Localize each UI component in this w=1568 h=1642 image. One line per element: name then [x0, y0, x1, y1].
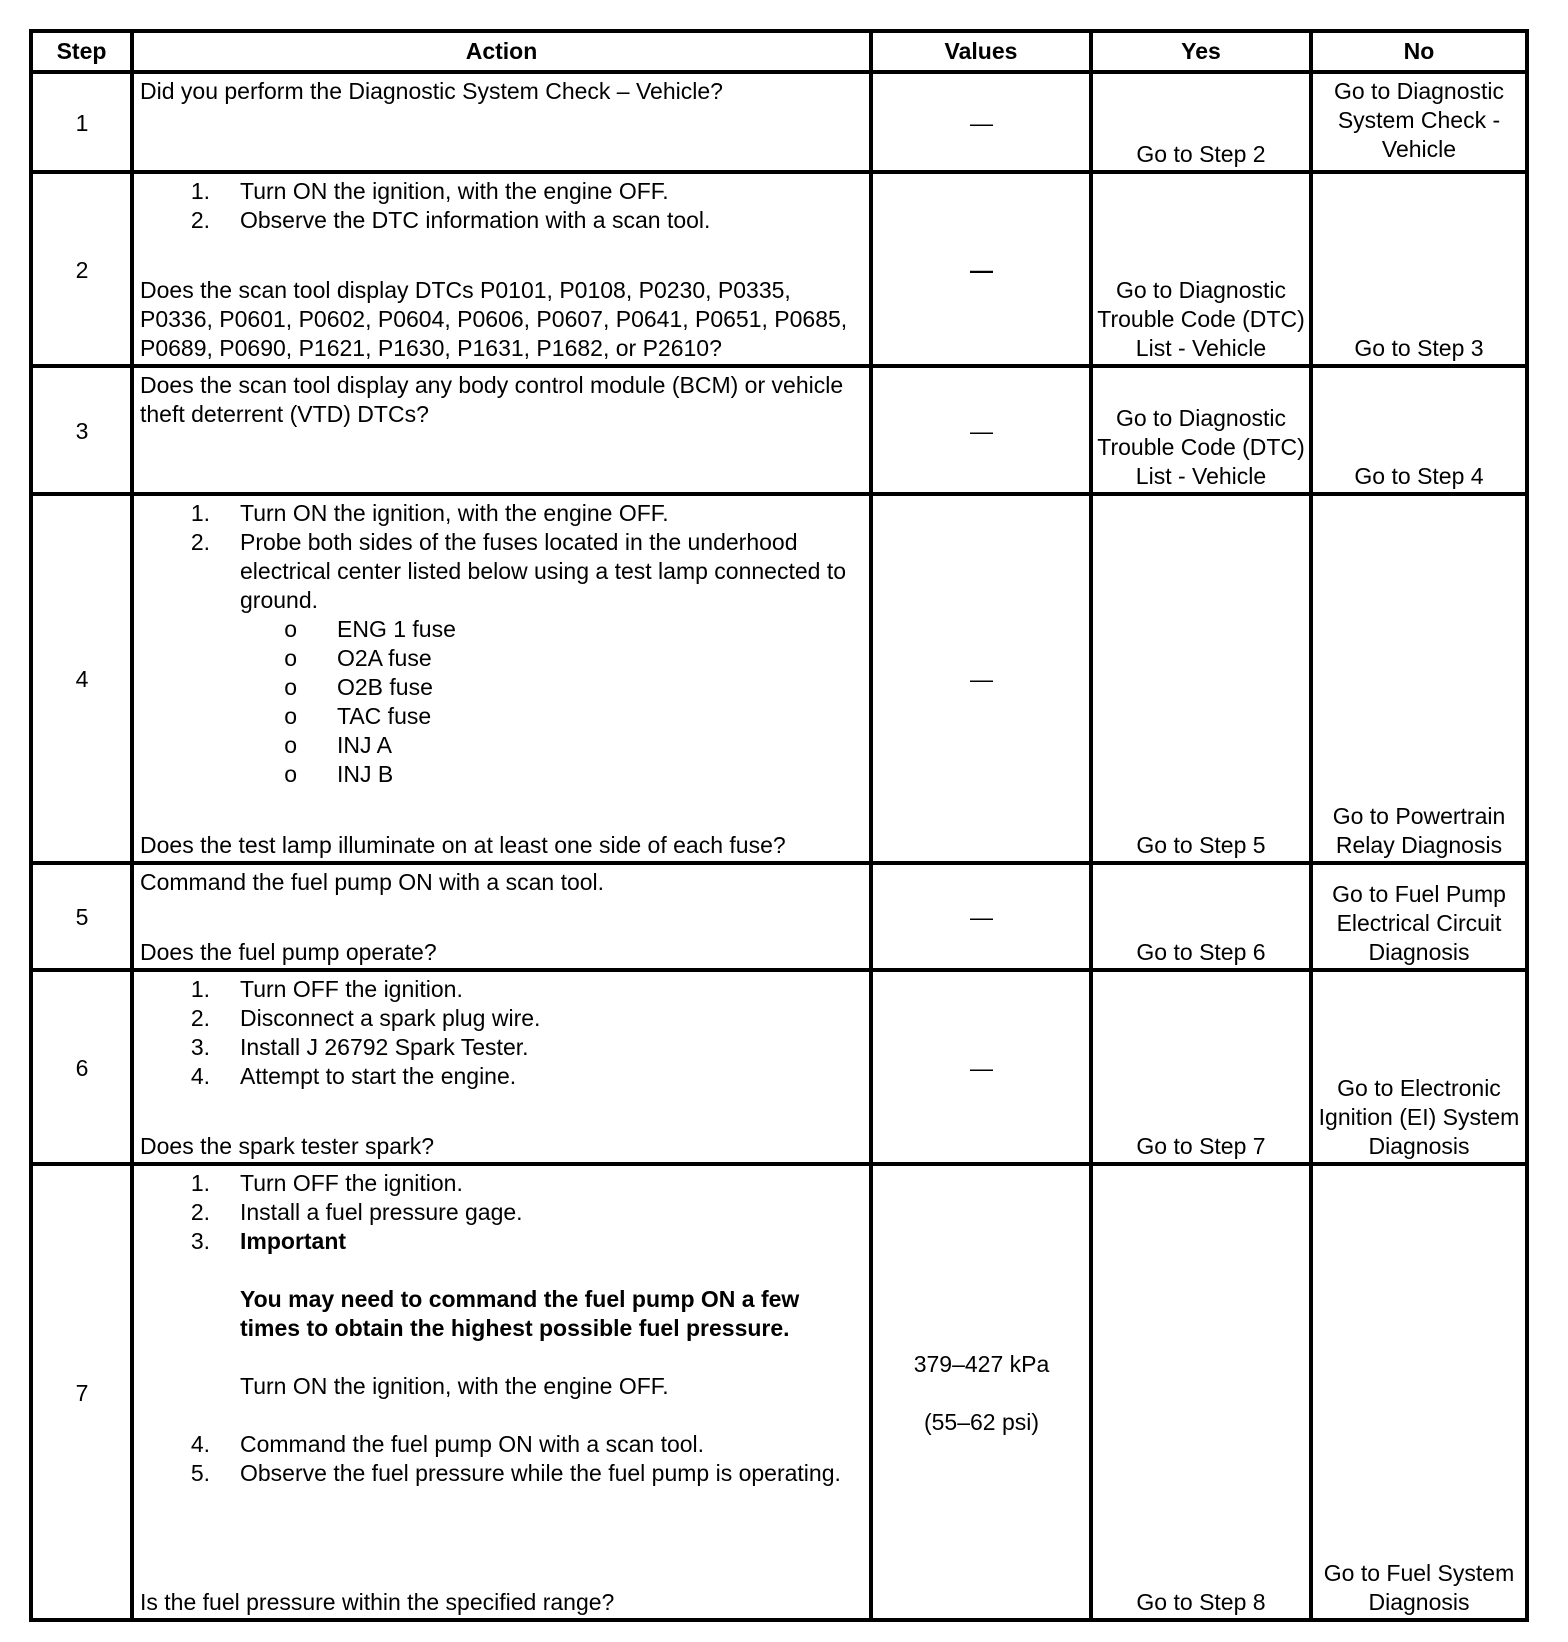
diagnostic-table [29, 29, 1529, 1622]
value-cell: — [873, 496, 1093, 865]
yes-link[interactable]: Go to Step 5 [1136, 832, 1266, 858]
no-link[interactable]: Go to Fuel System Diagnosis [1323, 1560, 1515, 1615]
action-cell [134, 972, 873, 1166]
header-step: Step [33, 33, 134, 74]
list-item: 2. Install a fuel pressure gage. [190, 1199, 523, 1225]
no-cell [1313, 496, 1525, 865]
value-cell: — [873, 174, 1093, 368]
no-link[interactable]: Go to Powertrain Relay Diagnosis [1332, 803, 1506, 858]
fuse-item: o ENG 1 fuse [284, 616, 456, 642]
important-label: Important [240, 1228, 347, 1254]
header-yes: Yes [1093, 33, 1313, 74]
action-question: Does the test lamp illuminate on at least one side of each fuse? [140, 832, 786, 858]
yes-cell [1093, 174, 1313, 368]
yes-link[interactable]: Go to Step 7 [1136, 1133, 1266, 1159]
yes-cell [1093, 496, 1313, 865]
action-cell [134, 368, 873, 496]
no-cell [1313, 865, 1525, 972]
action-question: Does the fuel pump operate? [140, 939, 437, 965]
yes-link[interactable]: Go to Step 2 [1136, 141, 1266, 167]
list-item: 1. Turn OFF the ignition. [190, 976, 463, 1002]
step-number: 5 [33, 865, 134, 972]
no-link[interactable]: Go to Electronic Ignition (EI) System Diagnosis [1318, 1075, 1520, 1159]
fuse-item: o INJ B [284, 761, 394, 787]
list-item: 1. Turn ON the ignition, with the engine OFF. [190, 500, 669, 526]
header-no: No [1313, 33, 1525, 74]
action-question: Does the scan tool display any body control module (BCM) or vehicle theft deterrent (VTD) DTCs? [140, 372, 844, 427]
step3-text: Turn ON the ignition, with the engine OFF. [240, 1373, 669, 1399]
list-item: 4. Command the fuel pump ON with a scan tool. [190, 1431, 705, 1457]
step-number: 3 [33, 368, 134, 496]
list-item: 1. Turn OFF the ignition. [190, 1170, 463, 1196]
action-cell [134, 174, 873, 368]
no-link[interactable]: Go to Fuel Pump Electrical Circuit Diagnosis [1332, 881, 1506, 965]
action-cell [134, 1166, 873, 1618]
list-item: 2. Probe both sides of the fuses located in the underhood electrical center listed below using a test lamp connected to ground. [190, 529, 846, 613]
yes-cell [1093, 368, 1313, 496]
step-number: 2 [33, 174, 134, 368]
yes-link[interactable]: Go to Step 6 [1136, 939, 1266, 965]
no-cell [1313, 74, 1525, 174]
no-link[interactable]: Go to Step 3 [1354, 335, 1484, 361]
header-action: Action [134, 33, 873, 74]
list-item: 4. Attempt to start the engine. [190, 1063, 517, 1089]
action-question: Is the fuel pressure within the specified range? [140, 1589, 615, 1615]
yes-cell [1093, 1166, 1313, 1618]
value-cell [873, 1166, 1093, 1618]
yes-cell [1093, 865, 1313, 972]
list-item: 2. Observe the DTC information with a scan tool. [190, 207, 711, 233]
yes-cell [1093, 972, 1313, 1166]
no-link[interactable]: Go to Step 4 [1354, 463, 1484, 489]
action-question: Does the scan tool display DTCs P0101, P0108, P0230, P0335, P0336, P0601, P0602, P0604, P0606, P0607, P0641, P0651, P0685, P0689, P0690, P1621, P1630, P1631, P1682, or P2610? [140, 277, 848, 361]
list-item: 3. Install J 26792 Spark Tester. [190, 1034, 529, 1060]
action-question: Did you perform the Diagnostic System Check – Vehicle? [140, 78, 723, 104]
list-item: 3. Important [140, 1227, 864, 1256]
fuse-item: o TAC fuse [284, 703, 432, 729]
action-instruction: Command the fuel pump ON with a scan tool. [140, 869, 605, 895]
action-cell [134, 496, 873, 865]
no-cell [1313, 368, 1525, 496]
value-cell: — [873, 865, 1093, 972]
step-number: 7 [33, 1166, 134, 1618]
pressure-kpa: 379–427 kPa [913, 1350, 1050, 1377]
fuse-item: o O2A fuse [284, 645, 432, 671]
no-cell [1313, 174, 1525, 368]
list-item: 1. Turn ON the ignition, with the engine OFF. [190, 178, 669, 204]
step-number: 6 [33, 972, 134, 1166]
action-cell [134, 74, 873, 174]
step-number: 4 [33, 496, 134, 865]
action-cell [134, 865, 873, 972]
fuse-item: o O2B fuse [284, 674, 433, 700]
value-cell: — [873, 74, 1093, 174]
step-number: 1 [33, 74, 134, 174]
no-link[interactable]: Go to Diagnostic System Check - Vehicle [1333, 78, 1505, 162]
value-cell: — [873, 972, 1093, 1166]
yes-link[interactable]: Go to Step 8 [1136, 1589, 1266, 1615]
list-item: 5. Observe the fuel pressure while the fuel pump is operating. [190, 1460, 841, 1486]
fuse-item: o INJ A [284, 732, 392, 758]
pressure-psi: (55–62 psi) [923, 1408, 1040, 1435]
value-cell: — [873, 368, 1093, 496]
yes-link[interactable]: Go to Diagnostic Trouble Code (DTC) List - Vehicle [1097, 405, 1305, 489]
header-values: Values [873, 33, 1093, 74]
list-item: 2. Disconnect a spark plug wire. [190, 1005, 541, 1031]
no-cell [1313, 972, 1525, 1166]
yes-cell [1093, 74, 1313, 174]
yes-link[interactable]: Go to Diagnostic Trouble Code (DTC) List - Vehicle [1097, 277, 1305, 361]
important-note: You may need to command the fuel pump ON a few times to obtain the highest possible fuel pressure. [240, 1286, 800, 1341]
no-cell [1313, 1166, 1525, 1618]
action-question: Does the spark tester spark? [140, 1133, 435, 1159]
